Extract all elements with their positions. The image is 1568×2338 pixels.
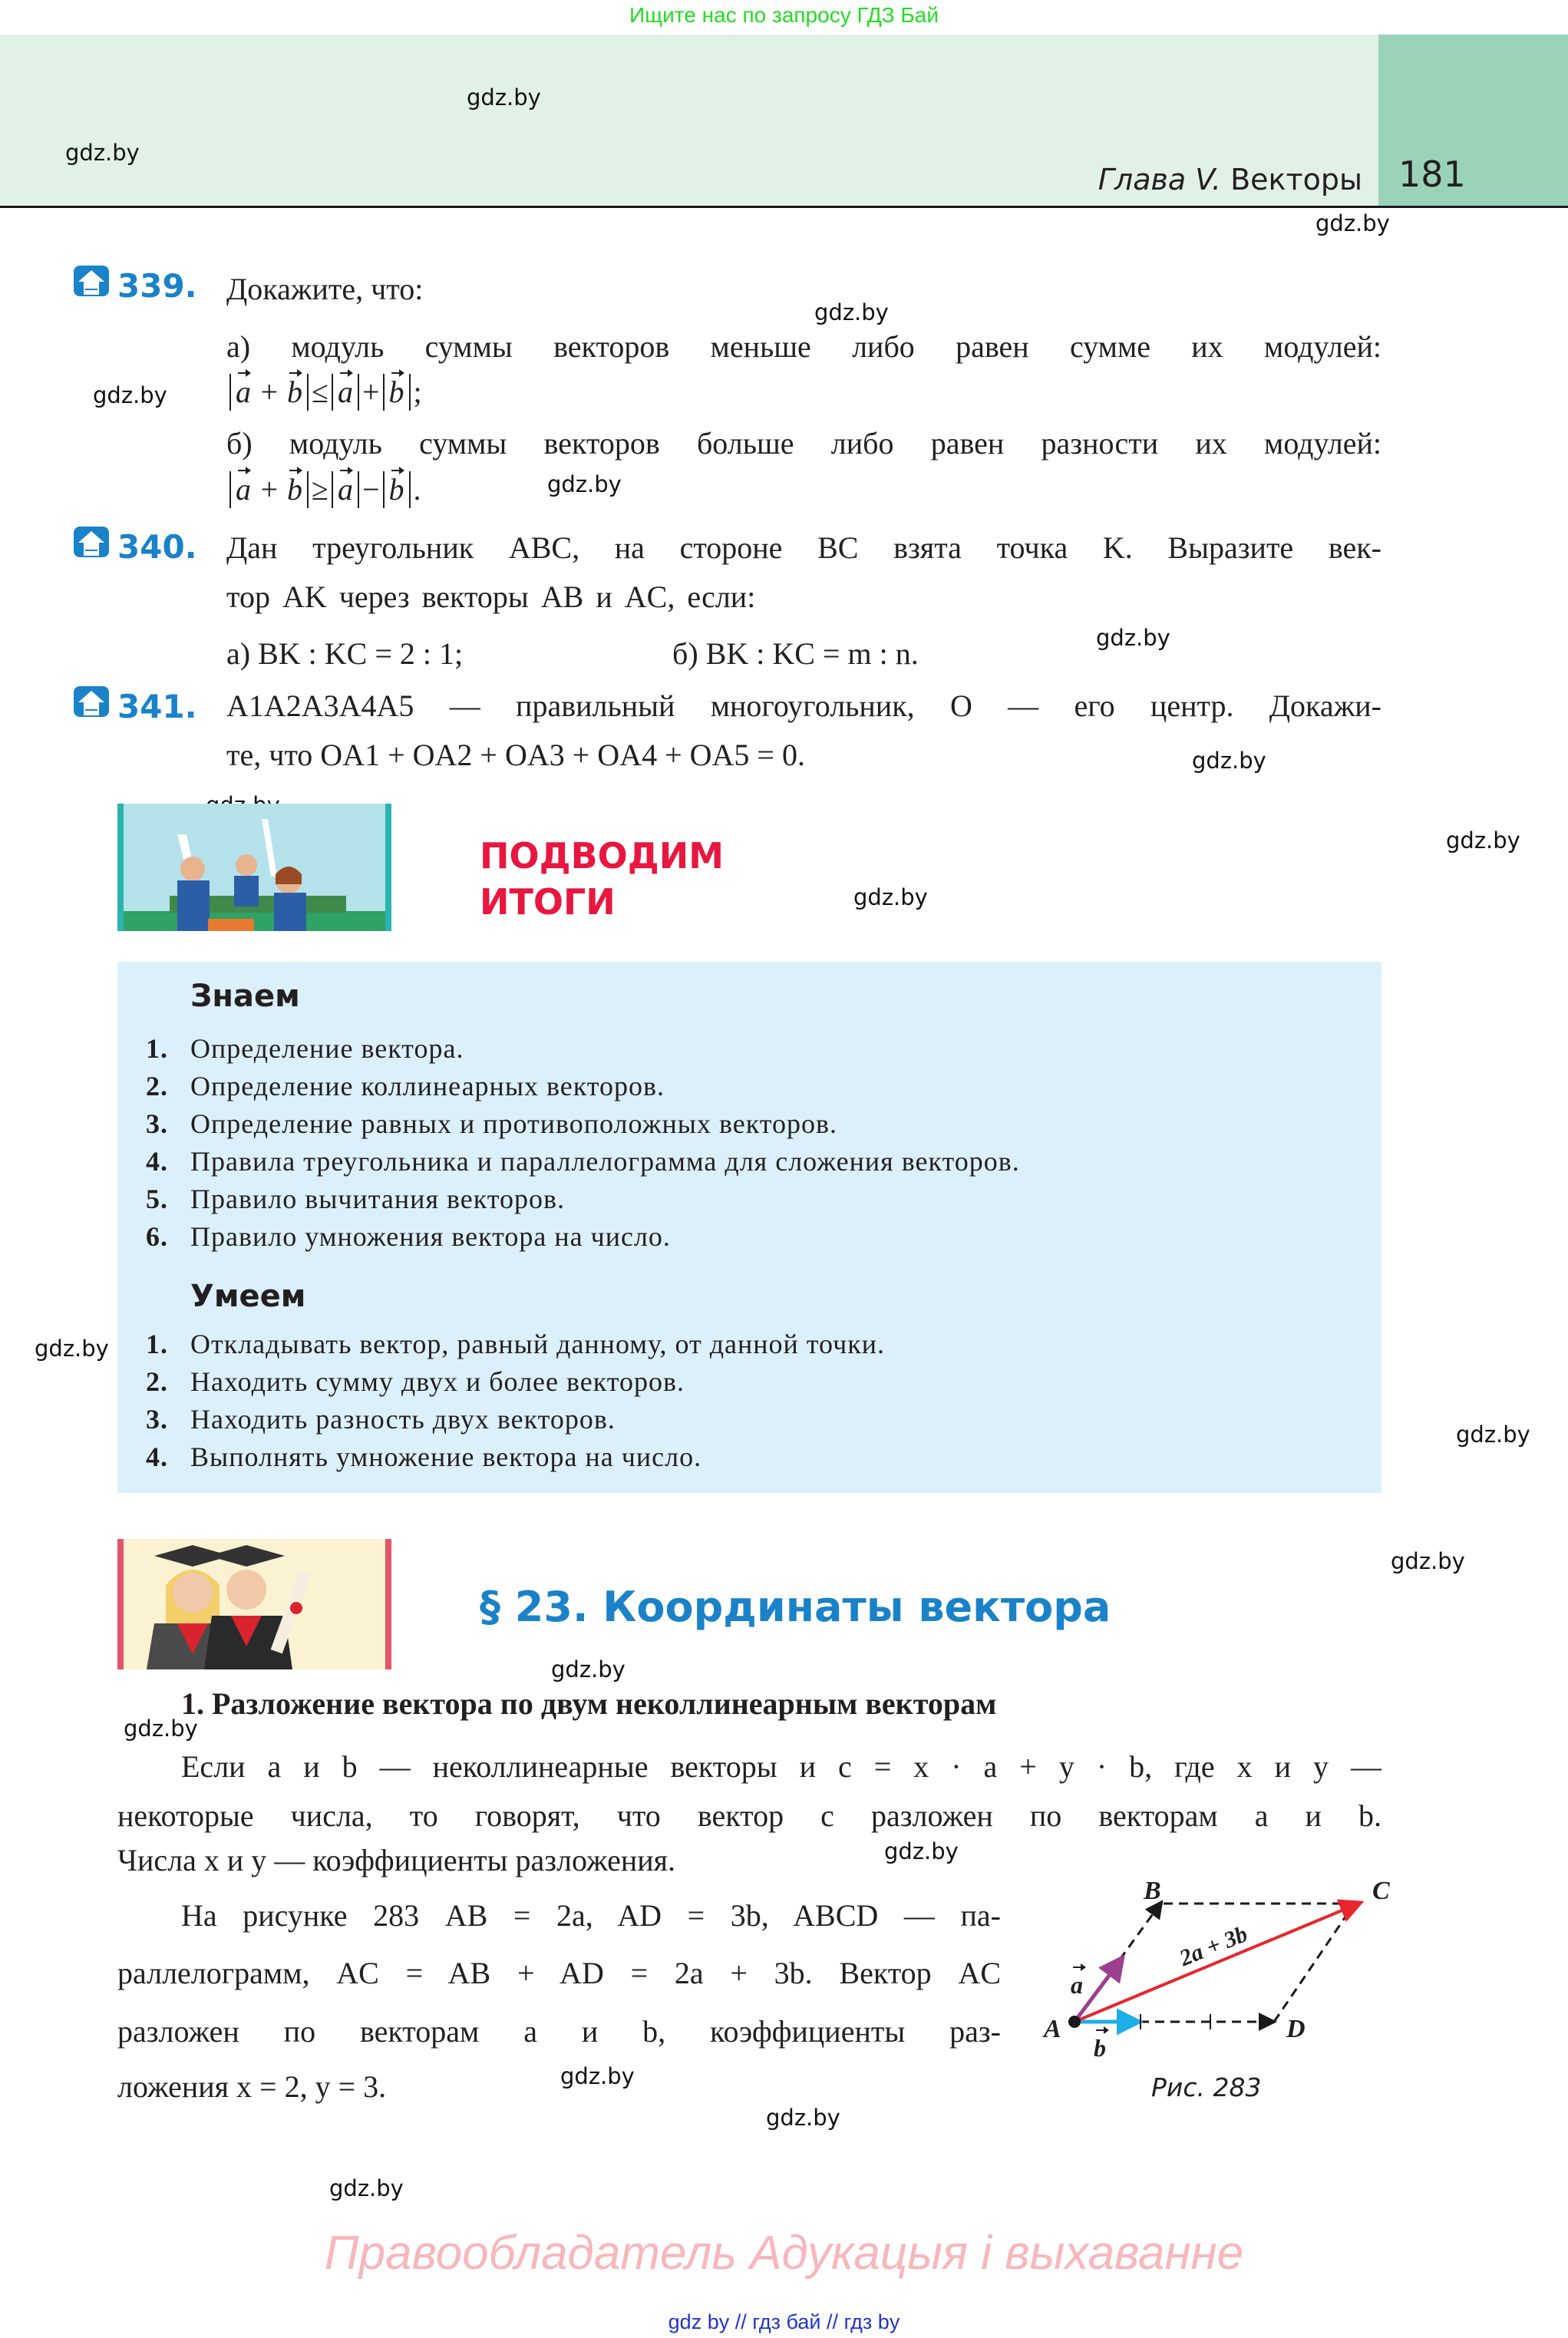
- know-item: 1. Определение вектора.: [146, 1033, 464, 1064]
- para1-line1: Если a и b — неколлинеарные векторы и c = x · a + y · b, где x и y —: [181, 1749, 1381, 1784]
- can-item: 4. Выполнять умножение вектора на число.: [146, 1441, 702, 1472]
- problem-339-formula-b: a + b ≥ a − b .: [226, 471, 421, 508]
- watermark: gdz.by: [884, 1838, 959, 1864]
- para2-line1: На рисунке 283 AB = 2a, AD = 3b, ABCD — па-: [181, 1898, 1001, 1933]
- problem-number: 341.: [117, 688, 197, 725]
- students-raising-hands-illustration: [117, 804, 391, 931]
- watermark: gdz.by: [814, 299, 889, 325]
- para2-line3: разложен по векторам a и b, коэффициенты раз-: [117, 2014, 1001, 2049]
- can-heading: Умеем: [190, 1279, 306, 1314]
- problem-340-part-a: а) BK : KC = 2 : 1;: [226, 636, 464, 671]
- know-item: 2. Определение коллинеарных векторов.: [146, 1071, 665, 1101]
- problem-340-line1: Дан треугольник ABC, на стороне BC взята точка K. Выразите век-: [226, 530, 1381, 565]
- problem-341-line2: те, что OA1 + OA2 + OA3 + OA4 + OA5 = 0.: [226, 738, 805, 772]
- watermark: gdz.by: [1446, 827, 1520, 854]
- watermark: gdz.by: [93, 382, 167, 408]
- rights-holder-notice: Правообладатель Адукацыя і выхаванне: [324, 2227, 1244, 2280]
- summary-title-line2: ИТОГИ: [480, 881, 616, 923]
- para1-line2: некоторые числа, то говорят, что вектор c разложен по векторам a и b.: [117, 1798, 1381, 1833]
- para2-line2: раллелограмм, AC = AB + AD = 2a + 3b. Вектор AC: [117, 1956, 1001, 1990]
- chapter-name: Векторы: [1230, 163, 1362, 196]
- watermark: gdz.by: [35, 1336, 109, 1362]
- can-list: [146, 1328, 885, 1478]
- problem-340-part-b: б) BK : KC = m : n.: [672, 636, 919, 671]
- point-b-label: B: [1144, 1877, 1161, 1905]
- footer-link-gdz-by[interactable]: gdz by: [668, 2310, 730, 2333]
- problem-339-formula-a: a + b ≤ a + b ;: [226, 374, 422, 411]
- watermark: gdz.by: [1096, 625, 1170, 651]
- watermark: gdz.by: [853, 884, 928, 910]
- para1-line3: Числа x и y — коэффициенты разложения.: [117, 1843, 676, 1877]
- vector-a-label: a: [1071, 1971, 1083, 1999]
- graduates-illustration: [117, 1539, 391, 1669]
- point-a-label: A: [1044, 2015, 1061, 2043]
- know-item: 3. Определение равных и противоположных векторов.: [146, 1108, 837, 1139]
- home-task-icon: [74, 527, 109, 557]
- home-task-icon: [74, 686, 109, 717]
- watermark: gdz.by: [551, 1656, 626, 1683]
- know-item: 6. Правило умножения вектора на число.: [146, 1221, 671, 1252]
- page-number: 181: [1398, 154, 1466, 195]
- footer-link-gdz-by-cyr[interactable]: гдз by: [843, 2310, 900, 2333]
- figure-caption: Рис. 283: [1151, 2072, 1262, 2102]
- know-item: 4. Правила треугольника и параллелограмма для сложения векторов.: [146, 1146, 1020, 1177]
- vector-b-label: b: [1094, 2034, 1106, 2062]
- know-item: 5. Правило вычитания векторов.: [146, 1184, 566, 1214]
- header-divider: [0, 206, 1568, 208]
- footer-link-gdz-bai[interactable]: гдз бай: [752, 2310, 821, 2333]
- summary-title: [480, 833, 724, 925]
- summary-title-line1: ПОДВОДИМ: [480, 835, 724, 877]
- section-title: § 23. Координаты вектора: [480, 1583, 1111, 1631]
- watermark: gdz.by: [65, 140, 140, 166]
- watermark: gdz.by: [329, 2175, 404, 2201]
- problem-339-part-a: а) модуль суммы векторов меньше либо равен сумме их модулей:: [226, 329, 1381, 364]
- footer-links: [0, 2310, 1568, 2334]
- watermark: gdz.by: [124, 1716, 198, 1742]
- problem-number: 339.: [117, 267, 197, 305]
- can-item: 1. Откладывать вектор, равный данному, от данной точки.: [146, 1329, 885, 1359]
- chapter-prefix: Глава V.: [1098, 163, 1221, 196]
- know-list: [146, 1032, 1020, 1258]
- problem-339-part-b: б) модуль суммы векторов больше либо равен разности их модулей:: [226, 426, 1381, 461]
- watermark: gdz.by: [547, 471, 622, 497]
- problem-number: 340.: [117, 528, 197, 566]
- subsection-title: 1. Разложение вектора по двум неколлинеарным векторам: [181, 1686, 997, 1721]
- diagonal-label: 2a + 3b: [1176, 1920, 1252, 1972]
- watermark: gdz.by: [1456, 1422, 1530, 1448]
- can-item: 3. Находить разность двух векторов.: [146, 1404, 616, 1435]
- problem-341-line1: A1A2A3A4A5 — правильный многоугольник, O — его центр. Докажи-: [226, 689, 1381, 723]
- watermark: gdz.by: [766, 2105, 840, 2131]
- problem-340-line2: тор AK через векторы AB и AC, если:: [226, 580, 756, 614]
- para2-line4: ложения x = 2, y = 3.: [117, 2069, 387, 2104]
- watermark: gdz.by: [1192, 748, 1266, 774]
- watermark: gdz.by: [1315, 210, 1390, 236]
- top-search-banner-link[interactable]: Ищите нас по запросу ГДЗ Бай: [629, 3, 939, 27]
- chapter-title: [1098, 163, 1362, 196]
- point-c-label: C: [1372, 1877, 1390, 1905]
- watermark: gdz.by: [1391, 1548, 1465, 1574]
- can-item: 2. Находить сумму двух и более векторов.: [146, 1366, 685, 1397]
- know-heading: Знаем: [190, 979, 300, 1014]
- home-task-icon: [74, 266, 109, 296]
- footer-separator: //: [827, 2310, 839, 2333]
- watermark: gdz.by: [560, 2063, 635, 2089]
- problem-339-intro: Докажите, что:: [226, 272, 424, 306]
- point-d-label: D: [1286, 2015, 1306, 2043]
- footer-separator: //: [734, 2310, 747, 2333]
- watermark: gdz.by: [467, 84, 541, 111]
